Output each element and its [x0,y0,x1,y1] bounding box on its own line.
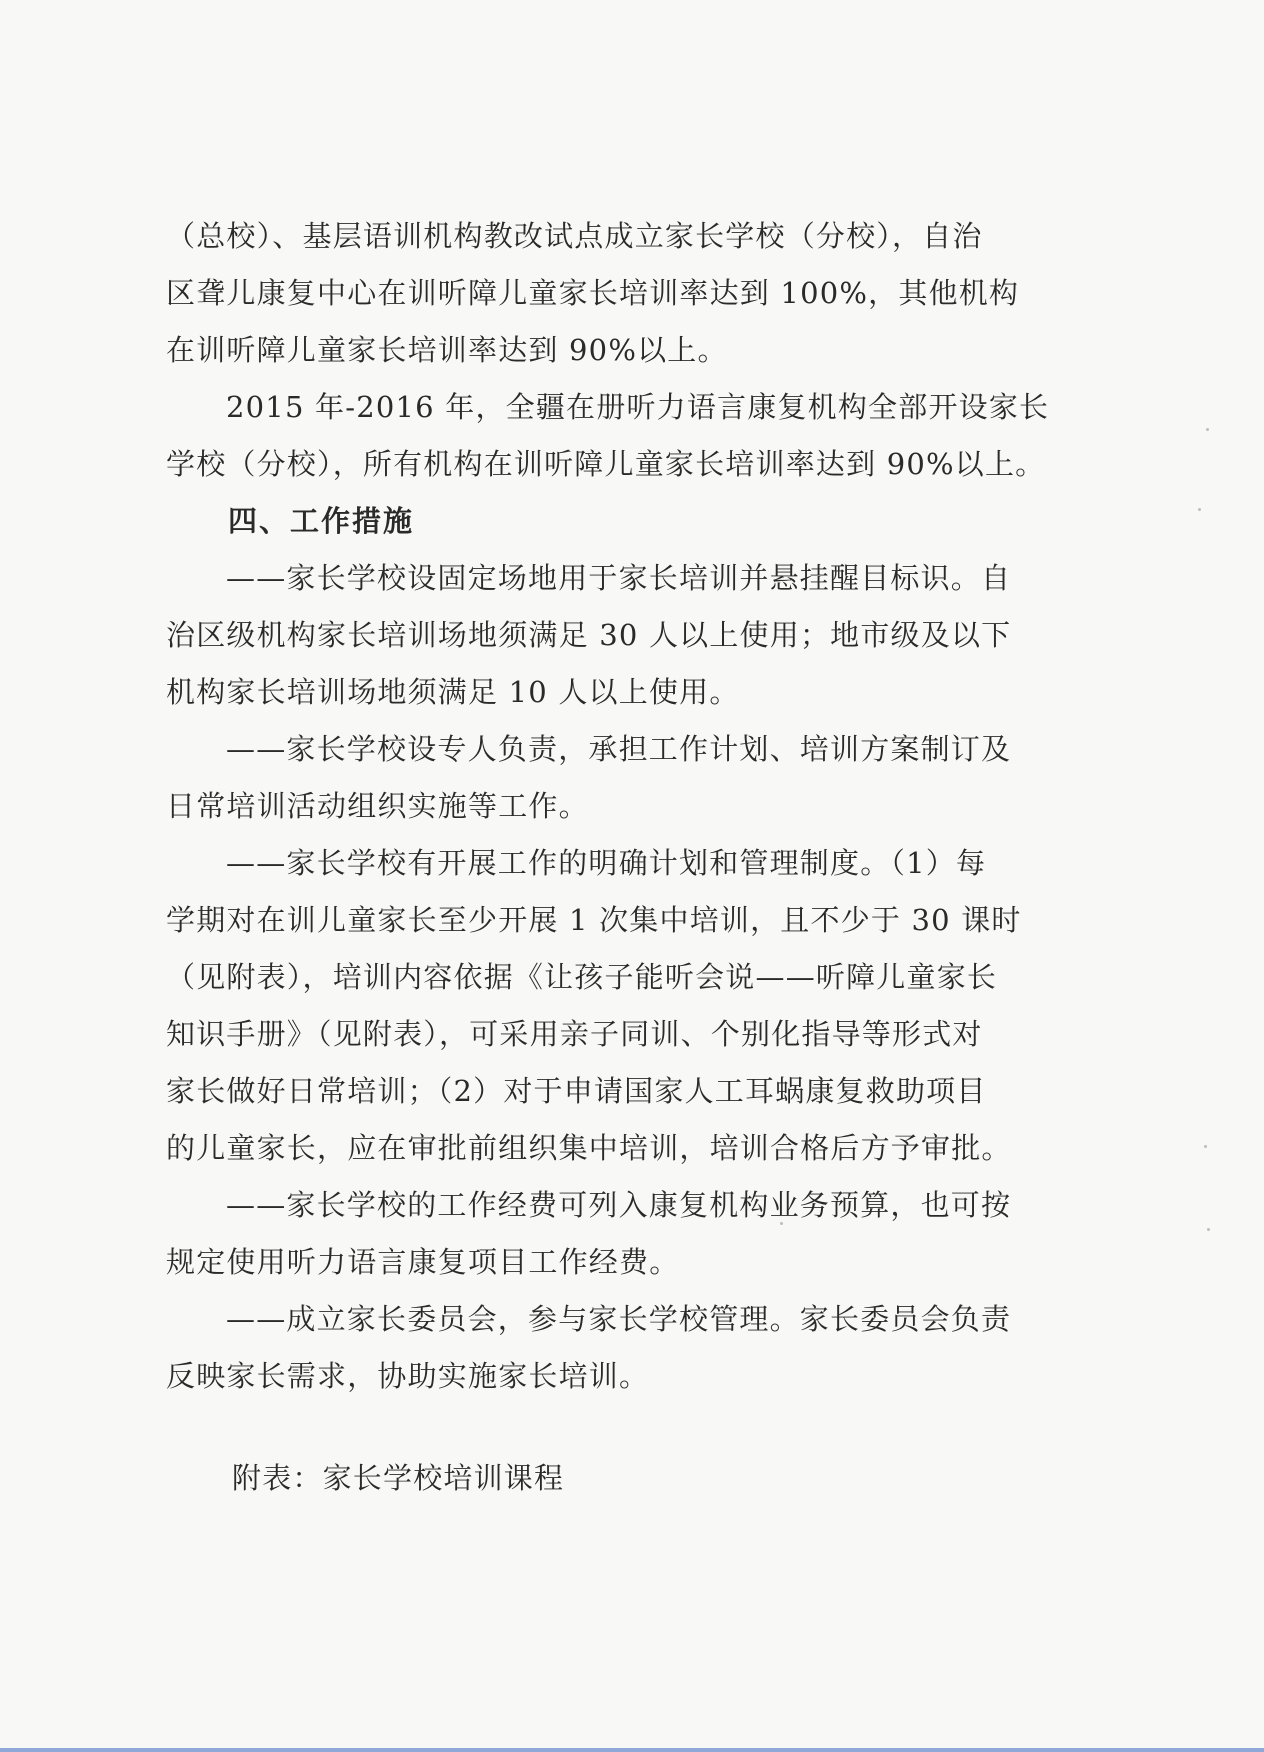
paragraph-2-line-2: 学校（分校），所有机构在训听障儿童家长培训率达到 90%以上。 [166,447,1046,481]
scan-speck [1198,508,1201,511]
section-heading: 四、工作措施 [228,504,415,538]
measure-5-line-1: ——成立家长委员会，参与家长学校管理。家长委员会负责 [226,1302,1012,1336]
document-body [166,208,1070,1405]
measure-1-line-3: 机构家长培训场地须满足 10 人以上使用。 [166,675,740,709]
measure-3-line-5: 家长做好日常培训；（2）对于申请国家人工耳蜗康复救助项目 [166,1074,987,1108]
attachment-note: 附表：家长学校培训课程 [232,1461,565,1495]
paragraph-1-line-1: （总校）、基层语训机构教改试点成立家长学校（分校），自治 [166,219,983,253]
scan-speck [1206,428,1209,431]
measure-4-line-1: ——家长学校的工作经费可列入康复机构业务预算，也可按 [226,1188,1012,1222]
measure-3-line-2: 学期对在训儿童家长至少开展 1 次集中培训，且不少于 30 课时 [166,903,1022,937]
measure-4-line-2: 规定使用听力语言康复项目工作经费。 [166,1245,680,1279]
paragraph-1-line-2: 区聋儿康复中心在训听障儿童家长培训率达到 100%，其他机构 [166,276,1020,310]
measure-2-line-1: ——家长学校设专人负责，承担工作计划、培训方案制订及 [226,732,1012,766]
scan-bottom-edge [0,1748,1264,1752]
measure-1-line-1: ——家长学校设固定场地用于家长培训并悬挂醒目标识。自 [226,561,1012,595]
paragraph-2-line-1: 2015 年-2016 年，全疆在册听力语言康复机构全部开设家长 [226,390,1050,424]
measure-5-line-2: 反映家长需求，协助实施家长培训。 [166,1359,650,1393]
scan-speck [780,1222,783,1225]
measure-3-line-3: （见附表），培训内容依据《让孩子能听会说——听障儿童家长 [166,960,998,994]
measure-3-line-4: 知识手册》（见附表），可采用亲子同训、个别化指导等形式对 [166,1017,983,1051]
measure-2-line-2: 日常培训活动组织实施等工作。 [166,789,589,823]
paragraph-1-line-3: 在训听障儿童家长培训率达到 90%以上。 [166,333,728,367]
measure-3-line-6: 的儿童家长，应在审批前组织集中培训，培训合格后方予审批。 [166,1131,1012,1165]
measure-1-line-2: 治区级机构家长培训场地须满足 30 人以上使用；地市级及以下 [166,618,1012,652]
scan-speck [1204,1145,1207,1148]
measure-3-line-1: ——家长学校有开展工作的明确计划和管理制度。（1）每 [226,846,987,880]
scan-speck [1207,1228,1210,1231]
